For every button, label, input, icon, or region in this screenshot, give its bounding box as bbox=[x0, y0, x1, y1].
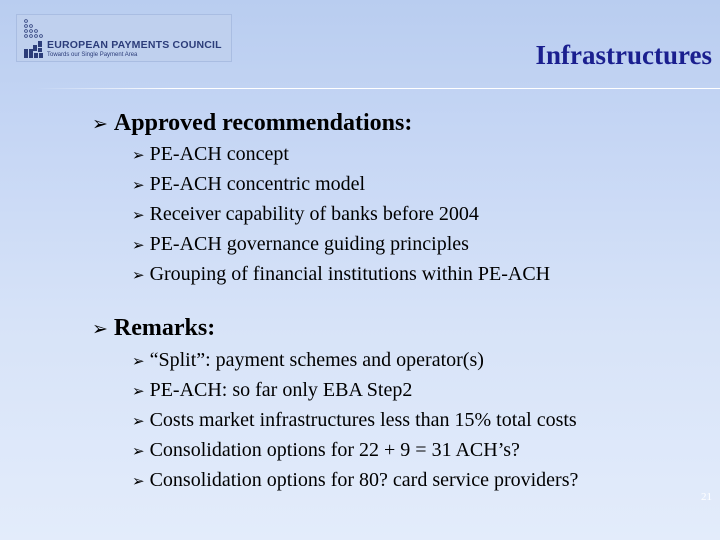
list-item-text: Consolidation options for 22 + 9 = 31 ACH’s? bbox=[149, 439, 520, 461]
epc-logo-mark-icon bbox=[23, 17, 45, 59]
slide-title: Infrastructures bbox=[535, 40, 712, 70]
section-heading-remarks bbox=[92, 315, 215, 342]
section-heading-label: Remarks: bbox=[113, 315, 216, 341]
arrowhead-bullet-icon: ➢ bbox=[132, 412, 145, 430]
list-item-text: “Split”: payment schemes and operator(s) bbox=[149, 349, 484, 371]
list-item-text: PE-ACH: so far only EBA Step2 bbox=[149, 379, 413, 401]
arrowhead-bullet-icon: ➢ bbox=[132, 176, 145, 194]
list-item-text: PE-ACH governance guiding principles bbox=[149, 233, 469, 255]
arrowhead-bullet-icon: ➢ bbox=[132, 352, 145, 370]
title-divider bbox=[36, 88, 720, 89]
arrowhead-bullet-icon: ➢ bbox=[132, 236, 145, 254]
arrowhead-bullet-icon: ➢ bbox=[92, 113, 108, 135]
page-number: 21 bbox=[701, 491, 712, 503]
logo-tagline: Towards our Single Payment Area bbox=[47, 52, 138, 58]
arrowhead-bullet-icon: ➢ bbox=[132, 206, 145, 224]
list-item-text: PE-ACH concept bbox=[149, 143, 289, 165]
list-item bbox=[132, 466, 578, 496]
list-item-text: Receiver capability of banks before 2004 bbox=[149, 203, 479, 225]
list-item bbox=[132, 200, 550, 230]
arrowhead-bullet-icon: ➢ bbox=[132, 146, 145, 164]
list-item-text: Grouping of financial institutions within PE-ACH bbox=[149, 263, 551, 285]
section-heading-approved bbox=[92, 110, 412, 137]
approved-list bbox=[132, 140, 550, 290]
list-item bbox=[132, 406, 578, 436]
list-item bbox=[132, 376, 578, 406]
list-item bbox=[132, 170, 550, 200]
remarks-list bbox=[132, 346, 578, 496]
arrowhead-bullet-icon: ➢ bbox=[132, 382, 145, 400]
arrowhead-bullet-icon: ➢ bbox=[132, 472, 145, 490]
list-item-text: PE-ACH concentric model bbox=[149, 173, 366, 195]
arrowhead-bullet-icon: ➢ bbox=[92, 318, 108, 340]
list-item bbox=[132, 140, 550, 170]
list-item bbox=[132, 436, 578, 466]
list-item bbox=[132, 260, 550, 290]
list-item bbox=[132, 346, 578, 376]
section-heading-label: Approved recommendations: bbox=[113, 110, 413, 136]
arrowhead-bullet-icon: ➢ bbox=[132, 266, 145, 284]
logo-name: EUROPEAN PAYMENTS COUNCIL bbox=[47, 39, 222, 51]
arrowhead-bullet-icon: ➢ bbox=[132, 442, 145, 460]
list-item-text: Costs market infrastructures less than 15% total costs bbox=[149, 409, 577, 431]
list-item bbox=[132, 230, 550, 260]
list-item-text: Consolidation options for 80? card service providers? bbox=[149, 469, 579, 491]
epc-logo bbox=[16, 14, 232, 62]
